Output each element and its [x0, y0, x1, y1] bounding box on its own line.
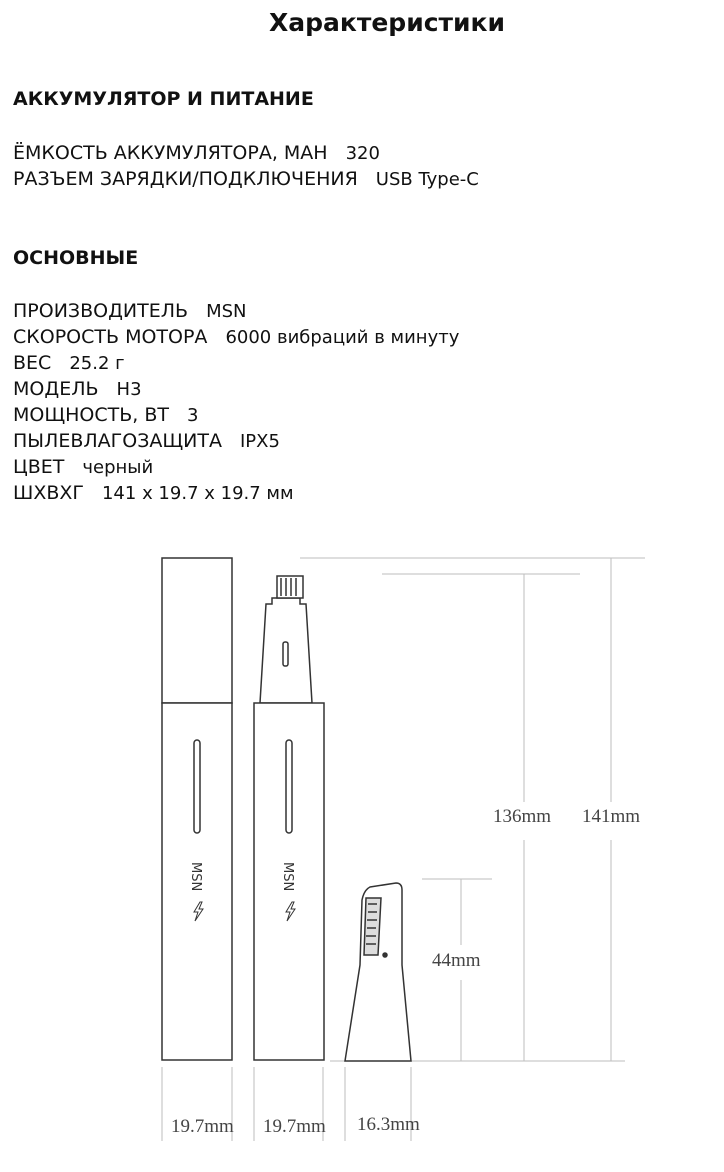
- attachment-comb: [364, 898, 381, 955]
- trimmer-lock-slot: [283, 642, 288, 666]
- dimension-label-44: 44mm: [432, 950, 481, 971]
- spec-value: 6000 вибраций в минуту: [225, 327, 460, 348]
- spec-label: МОДЕЛЬ: [13, 378, 99, 400]
- spec-row: [13, 402, 459, 428]
- spec-row: [13, 324, 459, 350]
- spec-row: [13, 428, 459, 454]
- spec-value: 141 x 19.7 x 19.7 мм: [101, 483, 294, 504]
- spec-value: IPX5: [239, 431, 280, 452]
- spec-value: 3: [187, 405, 199, 426]
- attachment-dot: [383, 953, 387, 957]
- spec-row: [13, 140, 479, 166]
- spec-label: ВЕС: [13, 352, 52, 374]
- spec-label: ПРОИЗВОДИТЕЛЬ: [13, 300, 189, 322]
- trimmer-window: [286, 740, 292, 833]
- spec-value: 25.2 г: [69, 353, 125, 374]
- trimmer-with-cap: [162, 558, 232, 1060]
- spec-label: ШХВХГ: [13, 482, 84, 504]
- spec-row: [13, 298, 459, 324]
- spec-label: МОЩНОСТЬ, ВТ: [13, 404, 169, 426]
- spec-value: H3: [116, 379, 142, 400]
- spec-value: черный: [82, 457, 154, 478]
- eyebrow-attachment: [345, 883, 411, 1061]
- trimmer-window: [194, 740, 200, 833]
- dimension-label-width-2: 19.7mm: [263, 1116, 326, 1137]
- spec-label: СКОРОСТЬ МОТОРА: [13, 326, 208, 348]
- dimension-label-141: 141mm: [582, 806, 641, 827]
- spec-value: MSN: [206, 301, 247, 322]
- dimension-label-width-3: 16.3mm: [357, 1114, 420, 1135]
- page-title: Характеристики: [268, 8, 506, 37]
- spec-row: [13, 166, 479, 192]
- spec-row: [13, 454, 459, 480]
- product-dimension-diagram: [0, 540, 724, 1172]
- section-heading-battery: АККУМУЛЯТОР И ПИТАНИЕ: [13, 88, 314, 110]
- spec-list-battery: [13, 140, 479, 192]
- trimmer-cap: [162, 558, 232, 703]
- spec-value: USB Type-C: [375, 169, 479, 190]
- spec-row: [13, 350, 459, 376]
- trimmer-without-cap: [254, 576, 324, 1060]
- spec-label: ЁМКОСТЬ АККУМУЛЯТОРА, МАН: [13, 142, 328, 164]
- spec-label: ЦВЕТ: [13, 456, 65, 478]
- dimension-label-136: 136mm: [493, 806, 552, 827]
- brand-logo: MSN: [188, 862, 203, 892]
- section-heading-main: ОСНОВНЫЕ: [13, 247, 139, 269]
- spec-list-main: [13, 298, 459, 506]
- dimension-label-width-1: 19.7mm: [171, 1116, 234, 1137]
- brand-logo: MSN: [280, 862, 295, 892]
- spec-row: [13, 376, 459, 402]
- spec-label: РАЗЪЕМ ЗАРЯДКИ/ПОДКЛЮЧЕНИЯ: [13, 168, 358, 190]
- spec-row: [13, 480, 459, 506]
- spec-label: ПЫЛЕВЛАГОЗАЩИТА: [13, 430, 222, 452]
- spec-value: 320: [345, 143, 380, 164]
